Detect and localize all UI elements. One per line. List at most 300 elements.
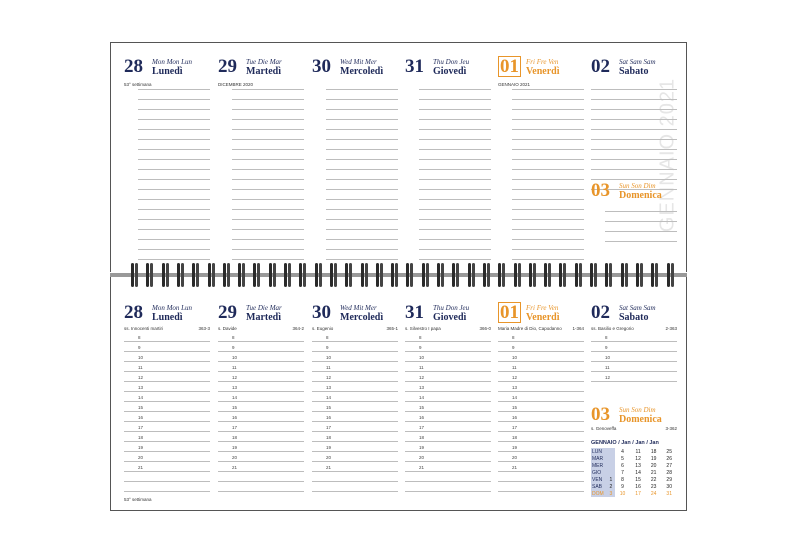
hour-row <box>312 402 398 412</box>
hour-label: 17 <box>512 425 518 430</box>
spiral-ring <box>467 263 477 287</box>
mini-calendar-weekday: MAR <box>591 455 607 462</box>
hour-row <box>218 452 304 462</box>
hour-label: 13 <box>138 385 144 390</box>
hour-label: 12 <box>605 375 611 380</box>
bottom-day-note <box>405 326 491 331</box>
hour-row <box>405 402 491 412</box>
top-day-number: 31 <box>405 56 424 77</box>
bottom-day-languages: Thu Don Jeu <box>433 304 470 312</box>
bottom-day-hours <box>591 332 677 382</box>
mini-calendar-row <box>591 455 677 462</box>
hour-label: 16 <box>232 415 238 420</box>
hour-row <box>312 392 398 402</box>
spiral-ring <box>497 263 507 287</box>
hour-row <box>498 382 584 392</box>
hour-row <box>124 392 210 402</box>
hour-row <box>218 432 304 442</box>
hour-row <box>124 342 210 352</box>
top-sunday-num: 03 <box>591 180 610 201</box>
hour-label: 18 <box>419 435 425 440</box>
hour-row <box>312 412 398 422</box>
hour-label: 9 <box>232 345 235 350</box>
hour-label: 11 <box>419 365 424 370</box>
hour-row <box>498 452 584 462</box>
hour-row <box>312 462 398 472</box>
hour-label: 8 <box>605 335 608 340</box>
top-day-name: Martedì <box>246 66 281 77</box>
hour-label: 9 <box>326 345 329 350</box>
bottom-day-head <box>124 302 210 326</box>
hour-label: 21 <box>419 465 425 470</box>
top-day-head <box>405 56 491 80</box>
top-day-lines <box>138 80 210 260</box>
hour-row <box>405 352 491 362</box>
bottom-day-name: Giovedì <box>433 312 467 323</box>
top-day-head <box>218 56 304 80</box>
spiral-ring <box>130 263 140 287</box>
mini-calendar-date: 26 <box>666 455 672 462</box>
bottom-day-count: 1-364 <box>572 326 584 331</box>
mini-calendar-weekday: LUN <box>591 448 607 455</box>
hour-row <box>498 332 584 342</box>
bottom-day-name: Martedì <box>246 312 281 323</box>
spiral-ring <box>421 263 431 287</box>
hour-row <box>124 422 210 432</box>
mini-calendar-date: 15 <box>635 476 641 483</box>
mini-calendar-date: 24 <box>650 490 657 497</box>
bottom-day-languages: Mon Mon Lun <box>152 304 193 312</box>
hour-row <box>218 482 304 492</box>
hour-row <box>498 412 584 422</box>
hour-label: 16 <box>138 415 144 420</box>
spiral-ring <box>451 263 461 287</box>
mini-calendar-date: 13 <box>635 462 641 469</box>
hour-row <box>405 392 491 402</box>
spiral-ring <box>268 263 278 287</box>
hour-label: 14 <box>138 395 144 400</box>
hour-label: 19 <box>326 445 332 450</box>
hour-row <box>124 362 210 372</box>
mini-calendar-date <box>607 469 615 476</box>
top-sunday-langs: Sun Son Dim <box>619 182 656 190</box>
spiral-ring <box>161 263 171 287</box>
spiral-ring <box>145 263 155 287</box>
hour-label: 8 <box>326 335 329 340</box>
hour-row <box>405 462 491 472</box>
top-day-name: Giovedì <box>433 66 467 77</box>
top-sunday-lines <box>605 202 677 242</box>
hour-label: 19 <box>138 445 144 450</box>
hour-label: 20 <box>512 455 518 460</box>
top-day-name: Sabato <box>619 66 649 77</box>
hour-row <box>312 362 398 372</box>
bottom-day-name: Mercoledì <box>340 312 384 323</box>
bottom-day-saint: ss. Basilio e Gregorio <box>591 326 634 331</box>
mini-calendar-row <box>591 462 677 469</box>
top-day-head <box>124 56 210 80</box>
hour-label: 18 <box>232 435 238 440</box>
bottom-day-hours <box>498 332 584 492</box>
mini-calendar-date: 25 <box>666 448 672 455</box>
hour-row <box>405 382 491 392</box>
hour-label: 16 <box>512 415 518 420</box>
spiral-ring <box>344 263 354 287</box>
hour-row <box>218 362 304 372</box>
hour-label: 9 <box>605 345 608 350</box>
top-day-languages: Mon Mon Lun <box>152 58 193 66</box>
spiral-ring <box>482 263 492 287</box>
hour-label: 15 <box>512 405 518 410</box>
hour-row <box>218 392 304 402</box>
hour-label: 10 <box>512 355 518 360</box>
hour-label: 13 <box>419 385 425 390</box>
hour-label: 19 <box>232 445 238 450</box>
hour-label: 14 <box>419 395 425 400</box>
top-day-name: Mercoledì <box>340 66 384 77</box>
spiral-ring <box>513 263 523 287</box>
spiral-ring <box>650 263 660 287</box>
mini-calendar-date: 12 <box>635 455 641 462</box>
vertical-month-text: GENNAIO 2021 <box>656 77 679 233</box>
mini-calendar-row <box>591 469 677 476</box>
hour-label: 15 <box>138 405 144 410</box>
top-day-number: 02 <box>591 56 610 77</box>
bottom-day-hours <box>218 332 304 492</box>
mini-calendar-date: 1 <box>607 476 615 483</box>
hour-label: 20 <box>232 455 238 460</box>
spiral-ring <box>207 263 217 287</box>
spiral-ring <box>666 263 676 287</box>
hour-row <box>498 372 584 382</box>
bottom-sunday-name: Domenica <box>619 414 662 425</box>
hour-row <box>405 482 491 492</box>
hour-row <box>405 342 491 352</box>
hour-label: 21 <box>232 465 238 470</box>
bottom-day-languages: Sat Sam Sam <box>619 304 656 312</box>
top-day-languages: Sat Sam Sam <box>619 58 656 66</box>
hour-label: 18 <box>326 435 332 440</box>
bottom-day-hours <box>405 332 491 492</box>
top-day-languages: Wed Mit Mer <box>340 58 377 66</box>
spiral-ring <box>283 263 293 287</box>
hour-row <box>591 352 677 362</box>
bottom-day-note <box>124 326 210 331</box>
bottom-sunday-saint: s. Genoveffa <box>591 426 617 431</box>
top-day-number: 01 <box>500 56 519 77</box>
mini-calendar-weekday: SAB <box>591 483 607 490</box>
hour-row <box>124 462 210 472</box>
mini-calendar-date: 30 <box>666 483 672 490</box>
hour-label: 13 <box>512 385 518 390</box>
mini-calendar-date: 31 <box>666 490 672 497</box>
spiral-ring <box>222 263 232 287</box>
mini-calendar-date: 29 <box>666 476 672 483</box>
bottom-week-label: 53° settimana <box>124 497 152 502</box>
hour-label: 9 <box>512 345 515 350</box>
hour-row <box>405 422 491 432</box>
hour-row <box>591 372 677 382</box>
hour-row <box>124 332 210 342</box>
spiral-ring <box>574 263 584 287</box>
top-day-head <box>591 56 677 80</box>
hour-label: 14 <box>326 395 332 400</box>
hour-row <box>312 432 398 442</box>
hour-label: 21 <box>138 465 144 470</box>
bottom-sunday-head <box>591 404 677 428</box>
hour-label: 11 <box>138 365 143 370</box>
hour-row <box>498 342 584 352</box>
hour-row <box>591 342 677 352</box>
mini-calendar-weekday: MER <box>591 462 607 469</box>
bottom-day-note <box>498 326 584 331</box>
spiral-ring <box>375 263 385 287</box>
bottom-day-hours <box>124 332 210 492</box>
bottom-day-count: 365-1 <box>386 326 398 331</box>
hour-row <box>218 332 304 342</box>
hour-row <box>218 372 304 382</box>
bottom-sunday-daycount: 3-362 <box>665 426 677 431</box>
top-day-number: 29 <box>218 56 237 77</box>
hour-row <box>124 452 210 462</box>
hour-row <box>498 432 584 442</box>
hour-label: 13 <box>326 385 332 390</box>
top-day-note: DICEMBRE 2020 <box>218 82 254 87</box>
top-day-head <box>498 56 584 80</box>
hour-label: 17 <box>326 425 332 430</box>
hour-label: 17 <box>232 425 238 430</box>
hour-label: 15 <box>326 405 332 410</box>
bottom-day-number: 31 <box>405 302 424 323</box>
hour-row <box>312 382 398 392</box>
hour-row <box>124 382 210 392</box>
hour-label: 15 <box>232 405 238 410</box>
mini-calendar-date <box>607 455 615 462</box>
hour-row <box>124 402 210 412</box>
spiral-binding <box>110 263 687 287</box>
spiral-ring <box>329 263 339 287</box>
hour-row <box>498 482 584 492</box>
hour-row <box>405 452 491 462</box>
bottom-day-languages: Tue Die Mar <box>246 304 282 312</box>
hour-row <box>312 482 398 492</box>
mini-calendar-date: 23 <box>650 483 657 490</box>
hour-row <box>312 422 398 432</box>
hour-row <box>498 402 584 412</box>
hour-row <box>591 332 677 342</box>
hour-label: 20 <box>419 455 425 460</box>
mini-calendar-row <box>591 490 677 497</box>
mini-calendar-date: 16 <box>635 483 641 490</box>
hour-row <box>498 422 584 432</box>
top-day-languages: Thu Don Jeu <box>433 58 470 66</box>
top-day-lines <box>512 80 584 260</box>
spiral-ring <box>604 263 614 287</box>
spiral-ring <box>405 263 415 287</box>
hour-label: 12 <box>419 375 425 380</box>
bottom-day-count: 2-363 <box>665 326 677 331</box>
hour-row <box>405 372 491 382</box>
hour-label: 11 <box>326 365 331 370</box>
bottom-day-head <box>498 302 584 326</box>
bottom-day-head <box>405 302 491 326</box>
bottom-day-name: Venerdì <box>526 312 560 323</box>
hour-row <box>312 342 398 352</box>
hour-row <box>218 402 304 412</box>
top-day-lines <box>591 80 677 190</box>
bottom-sunday-note <box>591 426 677 431</box>
hour-label: 12 <box>138 375 144 380</box>
bottom-day-saint: ss. Innocenti martiri <box>124 326 164 331</box>
hour-row <box>218 442 304 452</box>
hour-row <box>405 412 491 422</box>
top-day-languages: Tue Die Mar <box>246 58 282 66</box>
mini-calendar-weekday: DOM <box>591 490 607 497</box>
hour-label: 14 <box>512 395 518 400</box>
mini-calendar-date: 6 <box>621 462 624 469</box>
mini-calendar-date: 10 <box>619 490 626 497</box>
hour-label: 16 <box>419 415 425 420</box>
bottom-day-count: 366-0 <box>479 326 491 331</box>
mini-calendar-date: 22 <box>650 476 657 483</box>
mini-calendar-date: 5 <box>621 455 624 462</box>
hour-row <box>405 442 491 452</box>
bottom-sunday-langs: Sun Son Dim <box>619 406 656 414</box>
hour-label: 14 <box>232 395 238 400</box>
hour-label: 21 <box>512 465 518 470</box>
bottom-day-head <box>312 302 398 326</box>
hour-label: 17 <box>138 425 144 430</box>
mini-calendar-date: 21 <box>650 469 657 476</box>
spiral-ring <box>558 263 568 287</box>
mini-calendar-date: 7 <box>621 469 624 476</box>
hour-row <box>405 332 491 342</box>
mini-calendar-row <box>591 483 677 490</box>
spiral-ring <box>298 263 308 287</box>
bottom-day-languages: Wed Mit Mer <box>340 304 377 312</box>
hour-label: 11 <box>512 365 517 370</box>
hour-row <box>124 442 210 452</box>
top-day-lines <box>326 80 398 260</box>
spiral-ring <box>360 263 370 287</box>
top-day-number: 28 <box>124 56 143 77</box>
hour-row <box>405 432 491 442</box>
hour-label: 12 <box>326 375 332 380</box>
mini-calendar-date <box>607 462 615 469</box>
mini-calendar-date: 17 <box>635 490 641 497</box>
mini-calendar-date: 18 <box>650 448 657 455</box>
bottom-day-head <box>591 302 677 326</box>
hour-row <box>218 382 304 392</box>
hour-row <box>218 462 304 472</box>
hour-label: 19 <box>419 445 425 450</box>
spiral-ring <box>191 263 201 287</box>
mini-calendar-date: 20 <box>650 462 657 469</box>
mini-calendar-date <box>607 448 615 455</box>
top-sunday-head <box>591 180 677 204</box>
mini-calendar-date: 9 <box>621 483 624 490</box>
bottom-day-note <box>218 326 304 331</box>
hour-label: 17 <box>419 425 425 430</box>
hour-label: 10 <box>326 355 332 360</box>
bottom-day-saint: s. Eugenio <box>312 326 334 331</box>
hour-row <box>312 452 398 462</box>
hour-label: 12 <box>512 375 518 380</box>
hour-row <box>498 462 584 472</box>
spiral-ring <box>620 263 630 287</box>
hour-label: 11 <box>605 365 610 370</box>
mini-calendar-date: 28 <box>666 469 672 476</box>
bottom-day-hours <box>312 332 398 492</box>
hour-label: 10 <box>232 355 238 360</box>
bottom-day-languages: Fri Fre Ven <box>526 304 559 312</box>
hour-label: 19 <box>512 445 518 450</box>
hour-row <box>498 362 584 372</box>
hour-label: 20 <box>326 455 332 460</box>
bottom-day-number: 29 <box>218 302 237 323</box>
hour-row <box>405 472 491 482</box>
spiral-ring <box>314 263 324 287</box>
spiral-ring <box>635 263 645 287</box>
mini-calendar-date: 19 <box>650 455 657 462</box>
mini-calendar-weekday: GIO <box>591 469 607 476</box>
mini-calendar-table <box>591 448 677 497</box>
hour-label: 9 <box>419 345 422 350</box>
mini-calendar-date: 2 <box>607 483 615 490</box>
top-day-note: 53° settimana <box>124 82 152 87</box>
hour-row <box>124 412 210 422</box>
bottom-sunday-num: 03 <box>591 404 610 425</box>
mini-calendar-date: 14 <box>635 469 641 476</box>
hour-label: 8 <box>232 335 235 340</box>
top-sunday-name: Domenica <box>619 190 662 201</box>
hour-row <box>405 362 491 372</box>
spiral-ring <box>528 263 538 287</box>
hour-row <box>498 392 584 402</box>
mini-calendar-title: GENNAIO / Jan / Jan / Jan <box>591 440 659 446</box>
top-day-number: 30 <box>312 56 331 77</box>
hour-row <box>498 472 584 482</box>
hour-row <box>124 432 210 442</box>
hour-label: 11 <box>232 365 237 370</box>
hour-label: 13 <box>232 385 238 390</box>
hour-row <box>124 482 210 492</box>
spiral-ring <box>252 263 262 287</box>
top-day-note: GENNAIO 2021 <box>498 82 531 87</box>
hour-row <box>218 472 304 482</box>
bottom-day-name: Sabato <box>619 312 649 323</box>
hour-row <box>312 332 398 342</box>
hour-label: 16 <box>326 415 332 420</box>
hour-label: 10 <box>419 355 425 360</box>
mini-calendar <box>591 440 677 497</box>
bottom-day-number: 30 <box>312 302 331 323</box>
bottom-day-saint: s. Silvestro I papa <box>405 326 441 331</box>
mini-calendar-date: 3 <box>607 490 615 497</box>
bottom-day-number: 01 <box>500 302 519 323</box>
top-day-lines <box>232 80 304 260</box>
hour-row <box>218 422 304 432</box>
bottom-day-head <box>218 302 304 326</box>
hour-label: 10 <box>138 355 144 360</box>
hour-row <box>124 372 210 382</box>
bottom-day-count: 363-3 <box>198 326 210 331</box>
mini-calendar-date: 11 <box>635 448 641 455</box>
hour-label: 9 <box>138 345 141 350</box>
bottom-day-saint: s. Davide <box>218 326 237 331</box>
top-day-name: Venerdì <box>526 66 560 77</box>
mini-calendar-date: 4 <box>621 448 624 455</box>
